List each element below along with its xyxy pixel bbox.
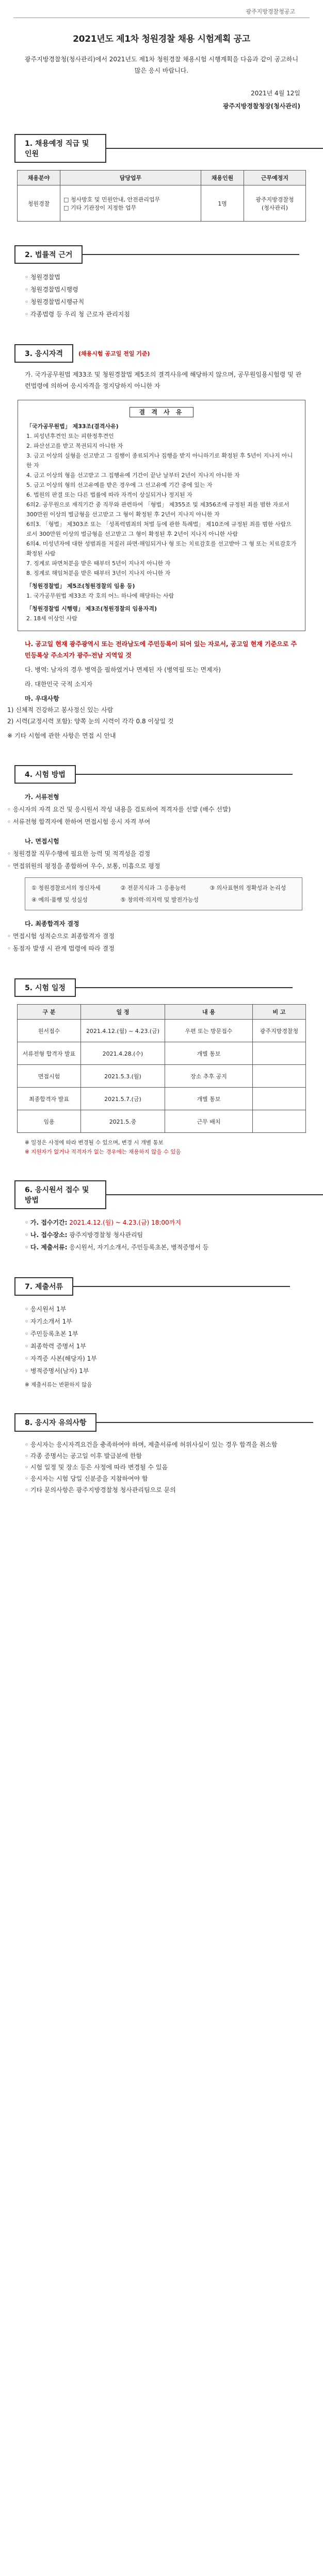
table-header: 채용인원 bbox=[201, 171, 244, 185]
list-item: ◦ 청원경찰법시행규칙 bbox=[25, 298, 85, 306]
section-rule bbox=[106, 148, 323, 149]
section-3-subtitle: (채용시험 공고일 전일 기준) bbox=[78, 350, 150, 357]
table-cell: □ 청사방호 및 민원안내, 안전관리업무 □ 기타 기관장이 지정한 업무 bbox=[60, 185, 201, 222]
schedule-note: ※ 일정은 사정에 따라 변경될 수 있으며, 변경 시 개별 통보 bbox=[25, 1140, 164, 1146]
table-cell: 1명 bbox=[201, 185, 244, 222]
table-cell: 2021.4.12.(월) ~ 4.23.(금) bbox=[81, 1020, 165, 1042]
notice-date: 2021년 4월 12일 bbox=[251, 90, 300, 97]
subsection-title: 나. 면접시험 bbox=[25, 838, 59, 845]
schedule-table bbox=[17, 1004, 306, 1133]
list-item: ◦ 자기소개서 1부 bbox=[25, 1318, 72, 1325]
list-item: 2) 시력(교정시력 포함): 양쪽 눈의 시력이 각각 0.8 이상일 것 bbox=[7, 718, 174, 725]
box-line: 6의3. 「형법」 제303조 또는 「성폭력범죄의 처벌 등에 관한 특례법」 제10조에 규정된 죄를 범한 사람으로서 300만원 이상의 벌금형을 선고받고 그 형이 확정된 후 2년이 지나지 아니한 사람 bbox=[26, 521, 292, 537]
section-2-header bbox=[14, 245, 323, 264]
section-8-title: 8. 응시자 유의사항 bbox=[14, 1413, 96, 1432]
table-cell: 광주지방경찰청 bbox=[253, 1020, 306, 1042]
eval-item: ① 청원경찰로서의 정신자세 bbox=[31, 885, 101, 891]
exam-method bbox=[0, 791, 323, 955]
table-cell: 최종합격자 발표 bbox=[18, 1088, 81, 1110]
table-header: 내 용 bbox=[165, 1005, 253, 1020]
box-line: 「청원경찰법 시행령」 제3조(청원경찰의 임용자격) bbox=[26, 605, 157, 612]
list-item: ◦ 면접위원의 평정을 종합하여 우수, 보통, 미흡으로 평정 bbox=[7, 862, 160, 870]
preference-title: 마. 우대사항 bbox=[25, 695, 59, 702]
page-title: 2021년도 제1차 청원경찰 채용 시험계획 공고 bbox=[73, 34, 250, 44]
documents-list bbox=[0, 1303, 323, 1389]
section-4-title: 4. 시험 방법 bbox=[14, 765, 76, 784]
intro-text: 광주지방경찰청(청사관리)에서 2021년도 제1차 청원경찰 채용시험 시행계획을 다음과 같이 공고하니 많은 응시 바랍니다. bbox=[24, 56, 299, 74]
table-header: 구 분 bbox=[18, 1005, 81, 1020]
table-cell bbox=[253, 1088, 306, 1110]
section-rule bbox=[106, 1194, 323, 1195]
subsection-title: 가. 서류전형 bbox=[25, 793, 59, 801]
list-item: ◦ 응시자의 자격 요건 및 응시원서 작성 내용을 검토하여 적격자를 선발 (배수 선발) bbox=[7, 806, 231, 813]
box-line: 5. 금고 이상의 형의 선고유예를 받은 경우에 그 선고유예 기간 중에 있는 자 bbox=[26, 482, 213, 488]
list-item: ◦ 최종학력 증명서 1부 bbox=[25, 1343, 86, 1350]
list-item: ◦ 각종법령 등 우리 청 근로자 관리지침 bbox=[25, 311, 130, 318]
table-cell: 우편 또는 방문접수 bbox=[165, 1020, 253, 1042]
section-5-title: 5. 시험 일정 bbox=[14, 978, 76, 997]
box-line: 2. 파산선고를 받고 복권되지 아니한 자 bbox=[26, 443, 123, 449]
table-cell: 임용 bbox=[18, 1110, 81, 1133]
section-3-title: 3. 응시자격 bbox=[14, 344, 73, 363]
table-cell: 원서접수 bbox=[18, 1020, 81, 1042]
list-item: ◦ 청원경찰법시행령 bbox=[25, 286, 78, 293]
section-8-header bbox=[14, 1413, 323, 1432]
disqualification-title: 결 격 사 유 bbox=[130, 407, 194, 417]
table-header: 일 정 bbox=[81, 1005, 165, 1020]
section-4-header bbox=[14, 765, 323, 784]
qualification-list bbox=[0, 638, 323, 741]
section-rule bbox=[76, 774, 293, 775]
section-3-header bbox=[14, 344, 323, 363]
list-item: ◦ 기타 문의사항은 광주지방경찰청 청사관리팀으로 문의 bbox=[25, 1486, 176, 1494]
table-cell bbox=[253, 1065, 306, 1088]
box-line: 6. 법원의 판결 또는 다른 법률에 따라 자격이 상실되거나 정지된 자 bbox=[26, 492, 192, 498]
table-cell bbox=[253, 1110, 306, 1133]
eval-item: ③ 의사표현의 정확성과 논리성 bbox=[209, 885, 286, 891]
section-2-title: 2. 법률적 근거 bbox=[14, 245, 83, 264]
list-item: ◦ 시험 일정 및 장소 등은 사정에 따라 변경될 수 있음 bbox=[25, 1464, 168, 1471]
table-header: 근무예정지 bbox=[244, 171, 306, 185]
section-5-header bbox=[14, 978, 323, 997]
list-item: ◦ 나. 접수장소: 광주지방경찰청 청사관리팀 bbox=[25, 1231, 143, 1239]
disqualification-box bbox=[18, 400, 305, 631]
table-cell: 청원경찰 bbox=[18, 185, 60, 222]
qualification-lead: 가. 국가공무원법 제33조 및 청원경찰법 제5조의 결격사유에 해당하지 않으며, 공무원임용시험령 및 관련법령에 의하여 응시자격을 정지당하지 아니한 자 bbox=[25, 371, 302, 389]
application-list bbox=[0, 1216, 323, 1253]
table-cell: 2021.5.중 bbox=[81, 1110, 165, 1133]
list-item: ◦ 응시원서 1부 bbox=[25, 1306, 67, 1313]
box-line: 6의4. 미성년자에 대한 성범죄를 저질러 파면·해임되거나 형 또는 치료감호를 선고받아 그 형 또는 치료감호가 확정된 사람 bbox=[26, 540, 297, 557]
box-line: 2. 18세 이상인 사람 bbox=[26, 615, 77, 622]
box-line: 4. 금고 이상의 형을 선고받고 그 집행유예 기간이 끝난 날부터 2년이 지나지 아니한 자 bbox=[26, 472, 240, 479]
table-cell: 개별 통보 bbox=[165, 1088, 253, 1110]
section-rule bbox=[83, 254, 299, 255]
table-cell: 면접시험 bbox=[18, 1065, 81, 1088]
box-line: 「국가공무원법」 제33조(결격사유) bbox=[26, 423, 119, 430]
list-item: ◦ 서류전형 합격자에 한하여 면접시험 응시 자격 부여 bbox=[7, 818, 151, 825]
list-item: ◦ 각종 증명서는 공고일 이후 발급분에 한함 bbox=[25, 1452, 142, 1460]
list-item: ◦ 동점자 발생 시 관계 법령에 따라 결정 bbox=[7, 945, 115, 952]
list-item: 라. 대한민국 국적 소지자 bbox=[25, 681, 93, 688]
eval-item: ② 전문지식과 그 응용능력 bbox=[120, 885, 186, 891]
section-rule bbox=[73, 1286, 290, 1287]
evaluation-box bbox=[25, 877, 302, 910]
table-cell: 광주지방경찰청 (청사관리) bbox=[244, 185, 306, 222]
box-line: 「청원경찰법」 제5조(청원경찰의 임용 등) bbox=[26, 583, 135, 589]
list-item: ◦ 가. 접수기간: 2021.4.12.(월) ~ 4.23.(금) 18:00까지 bbox=[25, 1219, 181, 1226]
eval-item: ④ 예의·품행 및 성실성 bbox=[31, 896, 88, 903]
table-cell: 2021.5.7.(금) bbox=[81, 1088, 165, 1110]
section-6-header bbox=[14, 1180, 323, 1209]
table-cell: 장소 추후 공지 bbox=[165, 1065, 253, 1088]
subsection-title: 다. 최종합격자 결정 bbox=[25, 920, 79, 927]
section-7-title: 7. 제출서류 bbox=[14, 1277, 73, 1296]
section-rule bbox=[76, 987, 293, 988]
list-item: ◦ 청원경찰 직무수행에 필요한 능력 및 적격성을 검정 bbox=[7, 850, 151, 857]
table-cell: 개별 통보 bbox=[165, 1042, 253, 1065]
list-item: ◦ 응시자는 시험 당일 신분증을 지참하여야 함 bbox=[25, 1475, 148, 1482]
box-line: 7. 징계로 파면처분을 받은 때부터 5년이 지나지 아니한 자 bbox=[26, 560, 171, 567]
documents-note: ※ 제출서류는 반환하지 않음 bbox=[25, 1382, 92, 1388]
list-item: 나. 공고일 현재 광주광역시 또는 전라남도에 주민등록이 되어 있는 자로서, 공고일 현재 기준으로 주민등록상 주소지가 광주·전남 지역일 것 bbox=[25, 640, 297, 659]
recruit-table bbox=[17, 170, 306, 222]
list-item: 다. 병역: 남자의 경우 병역을 필하였거나 면제된 자 (병역필 또는 면제자) bbox=[25, 666, 221, 673]
section-rule bbox=[96, 1422, 313, 1423]
top-note: 광주지방경찰청공고 bbox=[13, 0, 310, 18]
list-item: ◦ 병적증명서(남자) 1부 bbox=[25, 1367, 89, 1375]
box-line: 3. 금고 이상의 실형을 선고받고 그 집행이 종료되거나 집행을 받지 아니하기로 확정된 후 5년이 지나지 아니한 자 bbox=[26, 452, 293, 469]
list-item: ◦ 다. 제출서류: 응시원서, 자기소개서, 주민등록초본, 병적증명서 등 bbox=[25, 1244, 209, 1251]
law-list bbox=[0, 271, 323, 320]
eval-item: ⑤ 창의력·의지력 및 발전가능성 bbox=[120, 896, 199, 903]
list-item: 1) 신체적 건강하고 봉사정신 있는 사람 bbox=[7, 706, 114, 714]
box-line: 1. 피성년후견인 또는 피한정후견인 bbox=[26, 433, 114, 439]
caution-list bbox=[0, 1439, 323, 1496]
list-item: ◦ 청원경찰법 bbox=[25, 274, 60, 281]
section-1-title: 1. 채용예정 직급 및 인원 bbox=[14, 134, 106, 163]
table-cell bbox=[253, 1042, 306, 1065]
list-item: ◦ 면접시험 성적순으로 최종합격자 결정 bbox=[7, 933, 115, 940]
table-header: 비 고 bbox=[253, 1005, 306, 1020]
notice-org: 광주지방경찰청장(청사관리) bbox=[222, 103, 300, 110]
box-line: 1. 국가공무원법 제33조 각 호의 어느 하나에 해당하는 사람 bbox=[26, 592, 174, 599]
table-cell: 근무 배치 bbox=[165, 1110, 253, 1133]
section-7-header bbox=[14, 1277, 323, 1296]
table-cell: 2021.4.28.(수) bbox=[81, 1042, 165, 1065]
extra-note: ※ 기타 시험에 관한 사항은 면접 시 안내 bbox=[7, 732, 116, 739]
section-1-header bbox=[14, 134, 323, 163]
box-line: 8. 징계로 해임처분을 받은 때부터 3년이 지나지 아니한 자 bbox=[26, 570, 171, 577]
list-item: ◦ 주민등록초본 1부 bbox=[25, 1330, 78, 1337]
list-item: ◦ 자격증 사본(해당자) 1부 bbox=[25, 1355, 97, 1362]
schedule-note: ※ 지원자가 없거나 적격자가 없는 경우에는 채용하지 않을 수 있음 bbox=[25, 1149, 181, 1155]
box-line: 6의2. 공무원으로 재직기간 중 직무와 관련하여 「형법」 제355조 및 제356조에 규정된 죄를 범한 자로서 300만원 이상의 벌금형을 선고받고 그 형이 확정된 후 2년이 지나지 아니한 자 bbox=[26, 501, 289, 518]
list-item: ◦ 응시자는 응시자격요건을 충족하여야 하며, 제출서류에 허위사실이 있는 경우 합격을 취소함 bbox=[25, 1441, 278, 1448]
table-header: 채용분야 bbox=[18, 171, 60, 185]
table-cell: 서류전형 합격자 발표 bbox=[18, 1042, 81, 1065]
section-6-title: 6. 응시원서 접수 및 방법 bbox=[14, 1180, 106, 1209]
table-cell: 2021.5.3.(월) bbox=[81, 1065, 165, 1088]
table-header: 담당업무 bbox=[60, 171, 201, 185]
